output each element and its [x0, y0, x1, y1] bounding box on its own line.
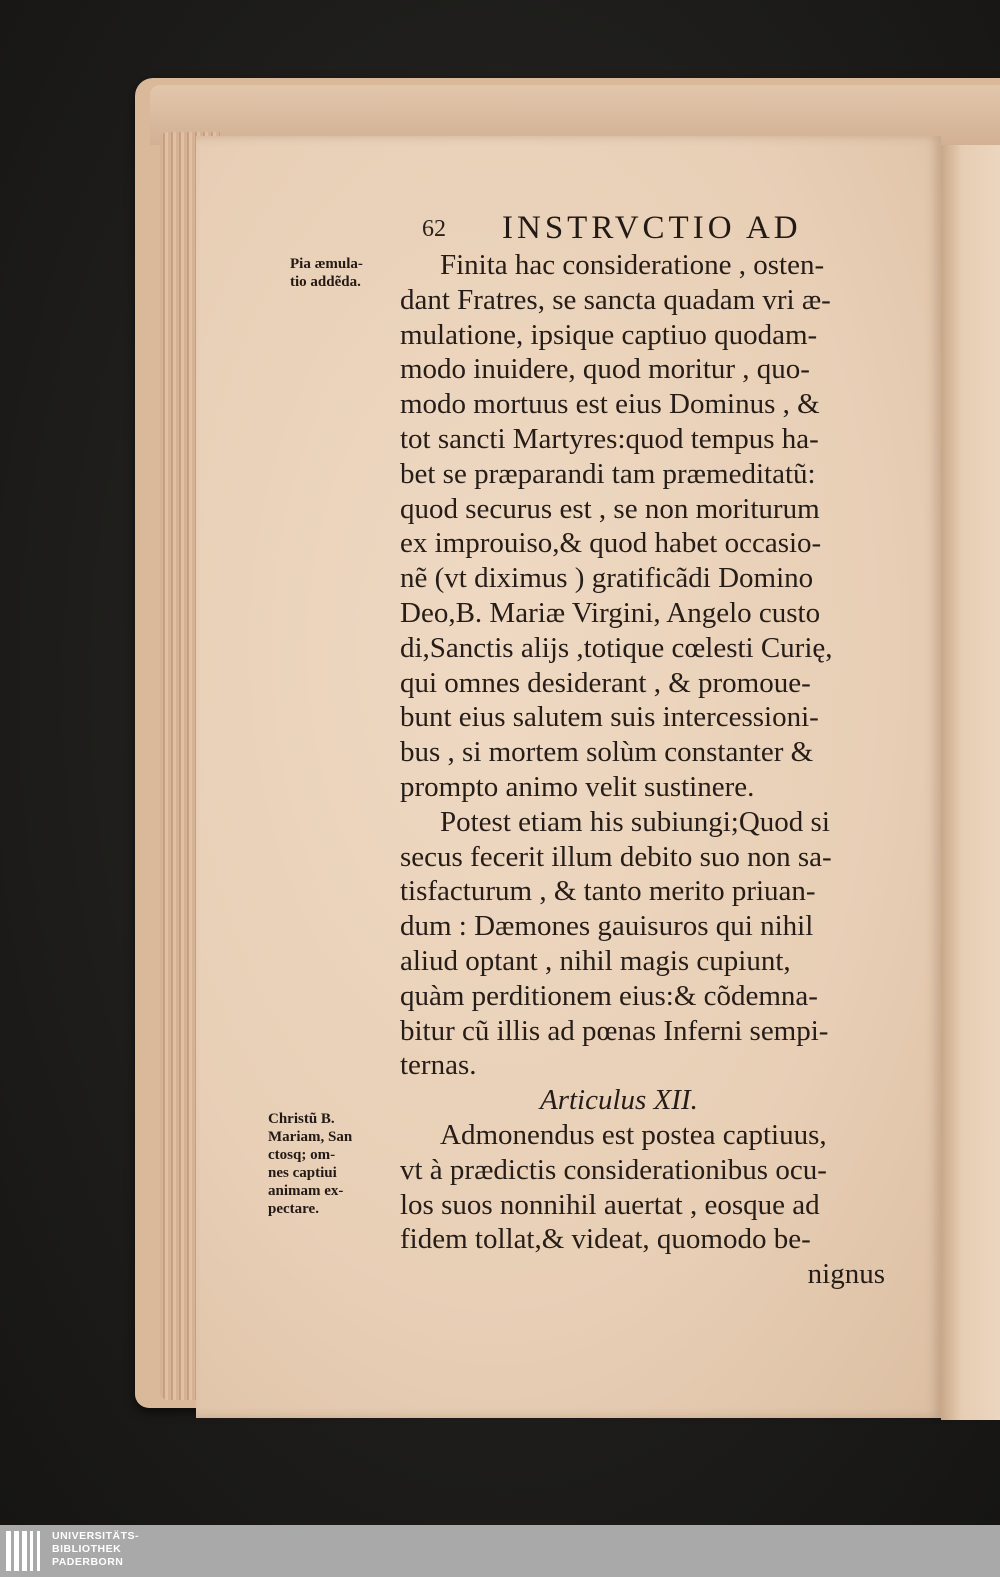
margin-note-line: Mariam, San	[268, 1129, 353, 1145]
article-heading: Articulus XII.	[540, 1084, 698, 1117]
text-line: dant Fratres, se sancta quadam vri æ-	[400, 283, 831, 316]
text-line: fidem tollat,& videat, quomodo be-	[400, 1223, 811, 1256]
margin-note-line: animam ex-	[268, 1183, 344, 1199]
margin-note-line: Christũ B.	[268, 1111, 335, 1127]
margin-note-line: Pia æmula-	[290, 256, 363, 272]
library-footer-bar	[0, 1525, 1000, 1577]
text-line: aliud optant , nihil magis cupiunt,	[400, 944, 791, 977]
margin-note-line: tio addẽda.	[290, 274, 361, 290]
text-line: modo inuidere, quod moritur , quo-	[400, 353, 810, 386]
text-line: Admonendus est postea captiuus,	[440, 1118, 827, 1151]
text-line: qui omnes desiderant , & promoue-	[400, 666, 811, 699]
library-logo-icon	[6, 1531, 46, 1571]
text-line: modo mortuus est eius Dominus , &	[400, 388, 820, 421]
text-line: bunt eius salutem suis intercessioni-	[400, 701, 819, 734]
page-number: 62	[422, 216, 446, 242]
body-text	[400, 248, 905, 1292]
margin-note-1	[290, 255, 363, 291]
text-line: prompto animo velit sustinere.	[400, 770, 755, 803]
text-line: ternas.	[400, 1049, 477, 1082]
catchword: nignus	[807, 1258, 885, 1291]
logo-line: BIBLIOTHEK	[52, 1543, 122, 1555]
text-line: nẽ (vt diximus ) gratificãdi Domino	[400, 562, 814, 595]
text-line: Deo,B. Mariæ Virgini, Angelo custo	[400, 596, 821, 629]
text-line: bet se præparandi tam præmeditatũ:	[400, 457, 816, 490]
text-line: secus fecerit illum debito suo non sa-	[400, 840, 832, 873]
library-logo-text	[52, 1530, 139, 1569]
logo-line: PADERBORN	[52, 1556, 124, 1568]
text-line: tot sancti Martyres:quod tempus ha-	[400, 422, 819, 455]
text-line: bus , si mortem solùm constanter &	[400, 736, 814, 769]
facing-page-edge	[941, 145, 1000, 1420]
text-line: mulatione, ipsique captiuo quodam-	[400, 318, 818, 351]
margin-note-line: pectare.	[268, 1201, 319, 1217]
text-line: vt à prædictis considerationibus ocu-	[400, 1153, 827, 1186]
text-line: bitur cũ illis ad pœnas Inferni sempi-	[400, 1014, 829, 1047]
text-line: tisfacturum , & tanto merito priuan-	[400, 875, 816, 908]
margin-note-2	[268, 1110, 352, 1218]
text-line: ex improuiso,& quod habet occasio-	[400, 527, 822, 560]
logo-line: UNIVERSITÄTS-	[52, 1530, 140, 1542]
text-line: Potest etiam his subiungi;Quod si	[440, 805, 830, 838]
text-line: di,Sanctis alijs ,totique cœlesti Curię,	[400, 631, 833, 664]
text-line: los suos nonnihil auertat , eosque ad	[400, 1188, 820, 1221]
text-line: Finita hac consideratione , osten-	[440, 249, 825, 281]
text-line: quàm perditionem eius:& cõdemna-	[400, 979, 818, 1012]
text-line: quod securus est , se non moriturum	[400, 492, 820, 525]
margin-note-line: ctosq; om-	[268, 1147, 336, 1163]
text-line: dum : Dæmones gauisuros qui nihil	[400, 910, 814, 943]
running-title: INSTRVCTIO AD	[502, 210, 802, 246]
margin-note-line: nes captiui	[268, 1165, 337, 1181]
